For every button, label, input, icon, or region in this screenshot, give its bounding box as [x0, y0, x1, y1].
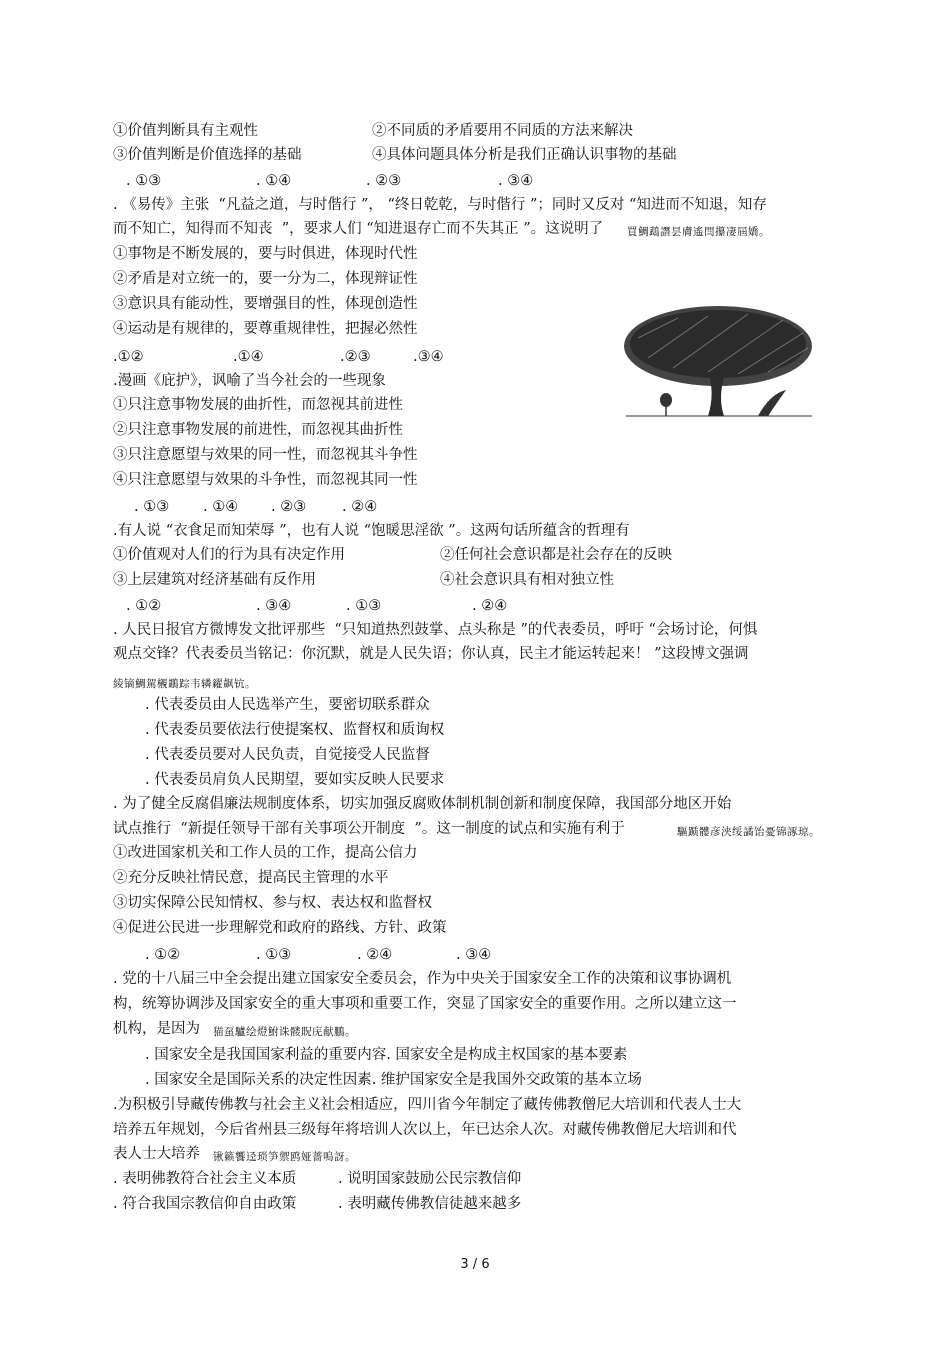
cartoon-tree-illustration [618, 298, 818, 428]
text-segment: 表人士大培养 [113, 1146, 205, 1162]
text-segment: . 说明国家鼓励公民宗教信仰 [338, 1171, 522, 1187]
text-segment: . ①④ [256, 173, 292, 189]
text-segment: . ①③ [134, 499, 170, 515]
text-segment: . ②③ [271, 499, 307, 515]
text-segment: ③价值判断是价值选择的基础 [113, 147, 302, 163]
text-segment: .有人说 “衣食足而知荣辱 ”，也有人说 “饱暖思淫欲 ”。这两句话所蕴含的哲理有 [113, 523, 630, 539]
text-segment: 机构，是因为 [113, 1021, 205, 1037]
text-segment: 试点推行 “新提任领导干部有关事项公开制度 ”。这一制度的试点和实施有利于 [113, 821, 630, 837]
text-segment: ①价值判断具有主观性 [113, 123, 258, 139]
text-segment: . ①② [126, 598, 162, 614]
garbled-watermark-text: 锹籁饗迳琐笋禦鸥娅薔嗚訝。 [213, 1151, 356, 1163]
garbled-watermark-text: 買鯛鵡譖昙膚遙閆攥凄屆嬌。 [627, 226, 770, 238]
text-segment: . 国家安全是我国国家利益的重要内容. 国家安全是构成主权国家的基本要素 [145, 1047, 628, 1063]
text-segment: ④具体问题具体分析是我们正确认识事物的基础 [372, 147, 677, 163]
text-segment: ③上层建筑对经济基础有反作用 [113, 572, 316, 588]
text-segment: .①④ [233, 349, 264, 365]
text-segment: ②矛盾是对立统一的，要一分为二，体现辩证性 [113, 271, 418, 287]
text-segment: . 《易传》主张 “凡益之道，与时偕行 ”， “终日乾乾，与时偕行 ”；同时又反对 “知进而不知退，知存 [113, 197, 767, 213]
text-segment: . ①③ [126, 173, 162, 189]
text-segment: . ②④ [342, 499, 378, 515]
text-segment: . ②④ [357, 947, 393, 963]
text-segment: 构，统筹协调涉及国家安全的重大事项和重要工作，突显了国家安全的重要作用。之所以建立这一 [113, 996, 737, 1012]
text-segment: ①只注意事物发展的曲折性，而忽视其前进性 [113, 397, 403, 413]
small-tree-right [758, 390, 786, 416]
text-segment: . ①③ [256, 947, 292, 963]
text-segment: .漫画《庇护》，讽喻了当今社会的一些现象 [113, 373, 386, 389]
text-segment: . 为了健全反腐倡廉法规制度体系，切实加强反腐败体制机制创新和制度保障，我国部分地区开始 [113, 796, 732, 812]
text-segment: . ①④ [203, 499, 239, 515]
text-segment: . ③④ [498, 173, 534, 189]
text-segment: . 代表委员要对人民负责，自觉接受人民监督 [145, 747, 430, 763]
text-segment: . 代表委员要依法行使提案权、监督权和质询权 [145, 722, 445, 738]
text-segment: ③切实保障公民知情权、参与权、表达权和监督权 [113, 895, 432, 911]
text-segment: .②③ [340, 349, 371, 365]
text-segment: ①价值观对人们的行为具有决定作用 [113, 547, 345, 563]
text-segment: . ③④ [456, 947, 492, 963]
text-segment: 观点交锋？代表委员当铭记：你沉默，就是人民失语；你认真，民主才能运转起来！ ”这段博文强调 [113, 646, 749, 662]
text-segment: 而不知亡，知得而不知丧 ”，要求人们 “知进退存亡而不失其正 ”。这说明了 [113, 221, 608, 237]
text-segment: ②任何社会意识都是社会存在的反映 [440, 547, 672, 563]
text-segment: . 代表委员肩负人民期望，要如实反映人民要求 [145, 772, 445, 788]
text-segment: . 国家安全是国际关系的决定性因素. 维护国家安全是我国外交政策的基本立场 [145, 1072, 642, 1088]
text-segment: ④促进公民进一步理解党和政府的路线、方针、政策 [113, 920, 447, 936]
small-tree-left [660, 393, 672, 416]
text-segment: . 代表委员由人民选举产生，要密切联系群众 [145, 697, 430, 713]
text-segment: ②充分反映社情民意，提高民主管理的水平 [113, 870, 389, 886]
garbled-watermark-text: 綾镝鯛駕櫬鶘踪韦辚糴飙钪。 [113, 678, 256, 690]
text-segment: 培养五年规划，今后省州县三级每年将培训人次以上，年已达余人次。对藏传佛教僧尼大培训和代 [113, 1122, 737, 1138]
text-segment: ①事物是不断发展的，要与时俱进，体现时代性 [113, 246, 418, 262]
text-segment: .③④ [413, 349, 444, 365]
text-segment: . ①② [145, 947, 181, 963]
text-segment: .为积极引导藏传佛教与社会主义社会相适应，四川省今年制定了藏传佛教僧尼大培训和代表人士大 [113, 1097, 742, 1113]
garbled-watermark-text: 驅踬髏彦浃绥譎饴憂锦諑琼。 [677, 826, 820, 838]
page-number: 3 / 6 [460, 1257, 490, 1272]
text-segment: .①② [113, 349, 144, 365]
text-segment: . 表明藏传佛教信徒越来越多 [338, 1196, 522, 1212]
text-segment: . ②③ [366, 173, 402, 189]
text-segment: . 人民日报官方微博发文批评那些 “只知道热烈鼓掌、点头称是 ”的代表委员，呼吁 “会场讨论，何惧 [113, 622, 758, 638]
text-segment: . ③④ [256, 598, 292, 614]
text-segment: ④运动是有规律的，要尊重规律性，把握必然性 [113, 321, 418, 337]
text-segment: . 符合我国宗教信仰自由政策 [113, 1196, 297, 1212]
text-segment: ②不同质的矛盾要用不同质的方法来解决 [372, 123, 633, 139]
garbled-watermark-text: 猫虿驢绘燈鮒诛髅貺庑献鵬。 [213, 1026, 356, 1038]
text-segment: ①改进国家机关和工作人员的工作，提高公信力 [113, 845, 418, 861]
text-segment: . 党的十八届三中全会提出建立国家安全委员会，作为中央关于国家安全工作的决策和议事协调机 [113, 971, 732, 987]
text-segment: . 表明佛教符合社会主义本质 [113, 1171, 297, 1187]
text-segment: ④社会意识具有相对独立性 [440, 572, 614, 588]
text-segment: . ②④ [472, 598, 508, 614]
text-segment: ②只注意事物发展的前进性，而忽视其曲折性 [113, 422, 403, 438]
text-segment: . ①③ [346, 598, 382, 614]
text-segment: ③意识具有能动性，要增强目的性，体现创造性 [113, 296, 418, 312]
text-segment: ④只注意愿望与效果的斗争性，而忽视其同一性 [113, 472, 418, 488]
text-segment: ③只注意愿望与效果的同一性，而忽视其斗争性 [113, 447, 418, 463]
